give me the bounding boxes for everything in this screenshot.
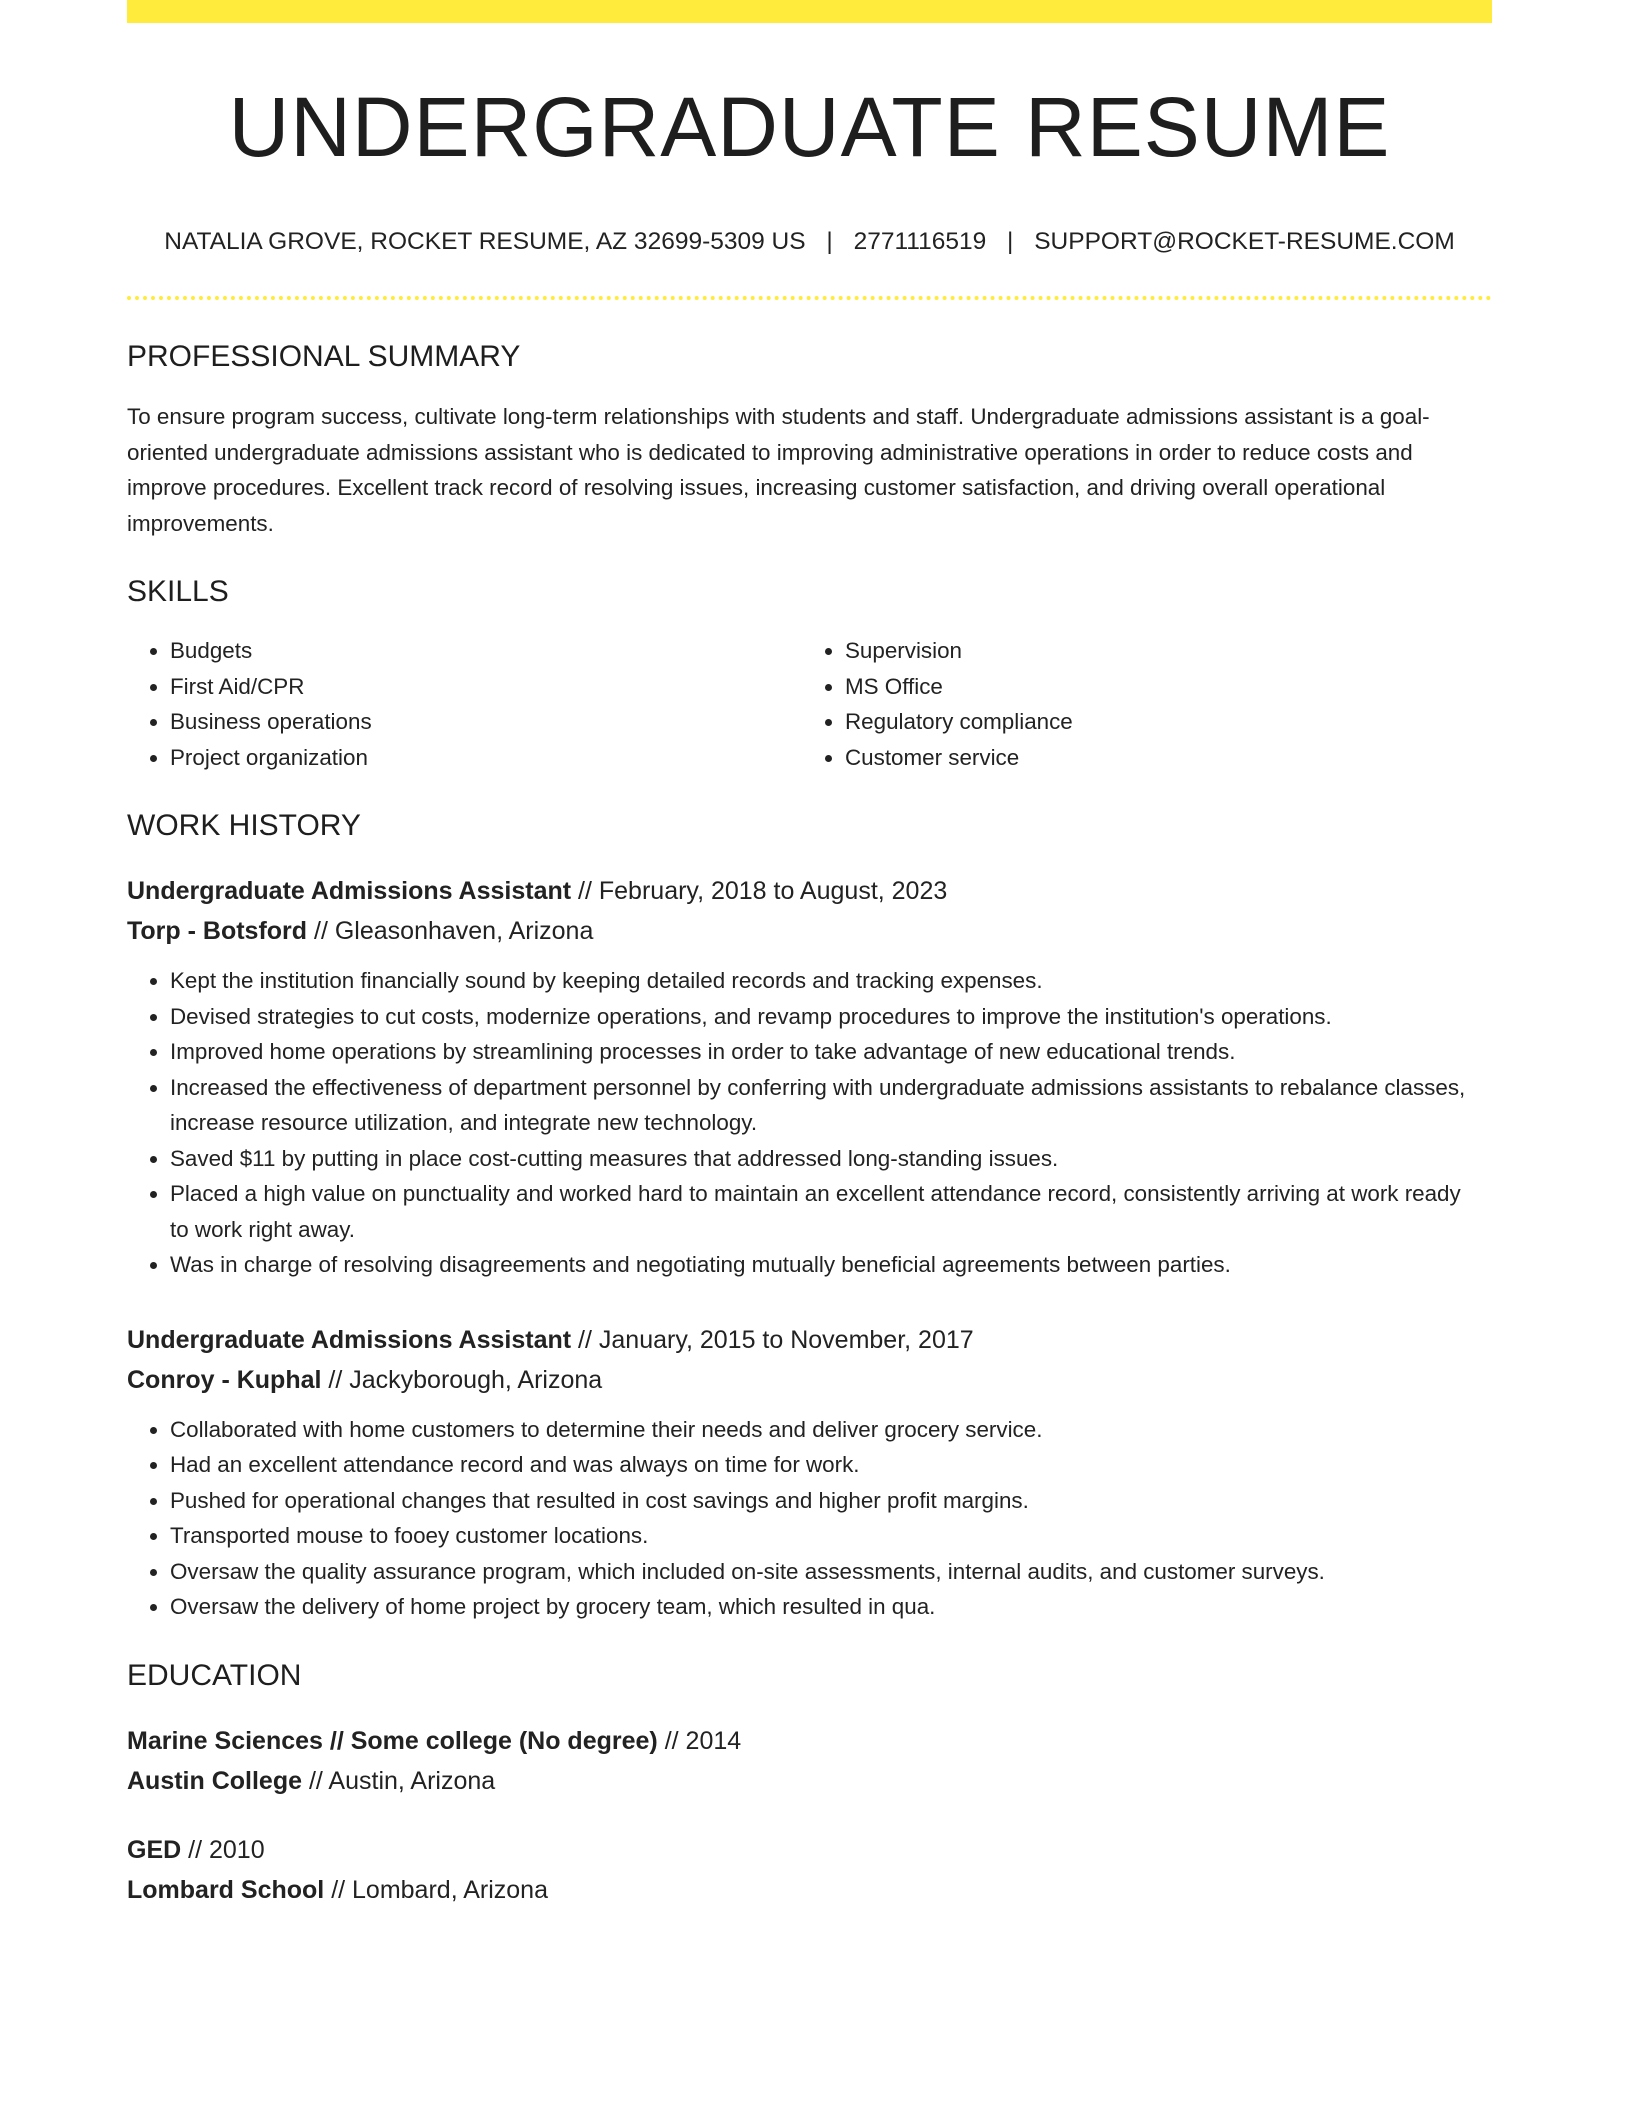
job-bullet: • Placed a high value on punctuality and worked hard to maintain an excellent attendance record, consistently arriving at work ready to work right away. <box>170 1176 1492 1247</box>
education-school: Austin College <box>127 1766 303 1795</box>
education-entry <box>127 1830 1492 1910</box>
education-entry <box>127 1721 1492 1801</box>
dotted-divider <box>127 296 1492 300</box>
skills-column-left <box>127 633 800 775</box>
job-dates: // February, 2018 to August, 2023 <box>578 877 948 906</box>
job-entry <box>127 1320 1492 1625</box>
education-heading: EDUCATION <box>127 1658 302 1692</box>
skill-item: • Business operations <box>170 704 800 740</box>
skill-item: • Project organization <box>170 740 800 776</box>
job-company: Torp - Botsford <box>127 917 308 946</box>
job-title-line <box>127 1320 1492 1360</box>
job-company-line <box>127 911 1492 951</box>
education-location: // Austin, Arizona <box>308 1766 496 1795</box>
job-company-line <box>127 1360 1492 1400</box>
resume-content <box>127 0 1492 1910</box>
contact-email: SUPPORT@ROCKET-RESUME.COM <box>1034 228 1455 255</box>
job-location: // Jackyborough, Arizona <box>328 1365 603 1394</box>
job-bullet: • Increased the effectiveness of department personnel by conferring with undergraduate admissions assistants to rebalance classes, increase resource utilization, and integrate new technology. <box>170 1070 1492 1141</box>
job-bullet: • Improved home operations by streamlining processes in order to take advantage of new educational trends. <box>170 1034 1492 1070</box>
summary-text: To ensure program success, cultivate long-term relationships with students and staff. Undergraduate admissions assistant is a goal-oriented undergraduate admissions assistant who is dedicated to improving administrative operations in order to reduce costs and improve procedures. Excellent track record of resolving issues, increasing customer satisfaction, and driving overall operational improvements. <box>127 404 1430 536</box>
job-dates: // January, 2015 to November, 2017 <box>578 1325 974 1354</box>
contact-phone: 2771116519 <box>853 228 987 255</box>
job-title: Undergraduate Admissions Assistant <box>127 877 572 906</box>
skill-item: • Regulatory compliance <box>845 704 1475 740</box>
job-bullets <box>127 963 1492 1283</box>
job-bullet: • Was in charge of resolving disagreements and negotiating mutually beneficial agreements between parties. <box>170 1247 1492 1283</box>
summary-heading: PROFESSIONAL SUMMARY <box>127 340 521 374</box>
skill-item: • Supervision <box>845 633 1475 669</box>
job-bullets <box>127 1412 1492 1625</box>
skills-list <box>127 633 1492 775</box>
contact-separator: | <box>826 228 833 255</box>
skill-item: • Customer service <box>845 740 1475 776</box>
job-bullet: • Saved $11 by putting in place cost-cutting measures that addressed long-standing issues. <box>170 1141 1492 1177</box>
education-degree-line <box>127 1830 1492 1870</box>
job-title-line <box>127 871 1492 911</box>
contact-address: NATALIA GROVE, ROCKET RESUME, AZ 32699-5309 US <box>164 228 806 255</box>
skills-heading: SKILLS <box>127 575 229 609</box>
accent-bar <box>127 0 1492 23</box>
job-entry <box>127 871 1492 1283</box>
contact-line <box>127 227 1492 256</box>
skills-column-right <box>800 633 1475 775</box>
job-bullet: • Devised strategies to cut costs, modernize operations, and revamp procedures to improve the institution's operations. <box>170 999 1492 1035</box>
education-school: Lombard School <box>127 1875 325 1904</box>
education-year: // 2010 <box>188 1835 265 1864</box>
work-history-heading: WORK HISTORY <box>127 809 361 843</box>
job-title: Undergraduate Admissions Assistant <box>127 1325 572 1354</box>
education-school-line <box>127 1870 1492 1910</box>
job-bullet: • Oversaw the delivery of home project by grocery team, which resulted in qua. <box>170 1589 1492 1625</box>
job-bullet: • Pushed for operational changes that resulted in cost savings and higher profit margins. <box>170 1483 1492 1519</box>
job-bullet: • Transported mouse to fooey customer locations. <box>170 1518 1492 1554</box>
education-location: // Lombard, Arizona <box>331 1875 548 1904</box>
education-year: // 2014 <box>664 1726 742 1755</box>
job-bullet: • Oversaw the quality assurance program, which included on-site assessments, internal audits, and customer surveys. <box>170 1554 1492 1590</box>
skill-item: • MS Office <box>845 669 1475 705</box>
education-degree: Marine Sciences // Some college (No degree) <box>127 1726 658 1755</box>
job-location: // Gleasonhaven, Arizona <box>314 917 594 946</box>
education-degree-line <box>127 1721 1492 1761</box>
job-bullet: • Kept the institution financially sound by keeping detailed records and tracking expenses. <box>170 963 1492 999</box>
education-school-line <box>127 1761 1492 1801</box>
skill-item: • Budgets <box>170 633 800 669</box>
job-bullet: • Had an excellent attendance record and was always on time for work. <box>170 1447 1492 1483</box>
document-title: UNDERGRADUATE RESUME <box>228 80 1391 174</box>
education-degree: GED <box>127 1835 182 1864</box>
contact-separator: | <box>1007 228 1014 255</box>
job-company: Conroy - Kuphal <box>127 1365 322 1394</box>
skill-item: • First Aid/CPR <box>170 669 800 705</box>
job-bullet: • Collaborated with home customers to determine their needs and deliver grocery service. <box>170 1412 1492 1448</box>
